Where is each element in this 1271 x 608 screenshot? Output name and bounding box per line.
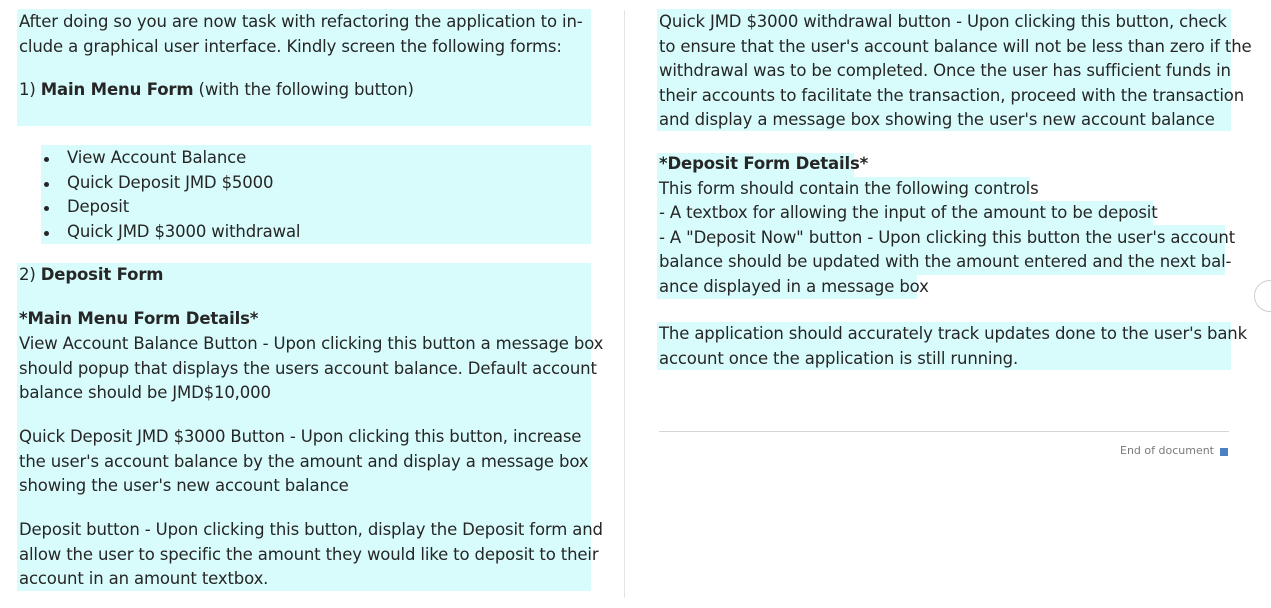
para-track-line-1: The application should accurately track updates done to the user's bank [659, 324, 1248, 343]
para-deposit-line-2: allow the user to specific the amount they would like to deposit to their [19, 544, 599, 564]
deposit-line-2: - A textbox for allowing the input of the amount to be deposit [659, 203, 1158, 223]
item-main-menu-form [19, 78, 414, 103]
item-suffix: (with the following button) [193, 80, 414, 99]
main-menu-details-heading [19, 307, 258, 332]
deposit-line-1: This form should contain the following controls [659, 178, 1039, 198]
intro-line-1: After doing so you are now task with refactoring the application to in- [19, 12, 583, 31]
para-view-line-1: View Account Balance Button - Upon clicking this button a message box [19, 334, 604, 353]
item-deposit-form [19, 263, 163, 288]
list-item: Deposit [41, 195, 300, 220]
item-number: 2) [19, 265, 41, 284]
end-of-document-label: End of document [1120, 444, 1214, 457]
para-withdraw-line-5: and display a message box showing the user's new account balance [659, 110, 1215, 130]
para-view-line-3: balance should be JMD$10,000 [19, 383, 271, 403]
left-page [0, 0, 624, 608]
para-deposit-line-3: account in an amount textbox. [19, 569, 269, 589]
deposit-details-heading [659, 152, 868, 177]
heading-text: *Main Menu Form Details* [19, 309, 259, 328]
item-title: Main Menu Form [40, 80, 194, 99]
para-deposit-line-1: Deposit button - Upon clicking this button, display the Deposit form and [19, 520, 603, 539]
para-withdraw-line-4: their accounts to facilitate the transaction, proceed with the transaction [659, 85, 1245, 105]
end-of-document-marker [1220, 448, 1228, 456]
deposit-line-4: balance should be updated with the amount entered and the next bal- [659, 252, 1232, 272]
button-list [41, 146, 300, 244]
deposit-line-5: ance displayed in a message box [659, 277, 929, 296]
heading-text: *Deposit Form Details* [659, 154, 869, 173]
deposit-line-3: - A "Deposit Now" button - Upon clicking this button the user's account [659, 227, 1236, 247]
para-track-line-2: account once the application is still running. [659, 348, 1019, 368]
para-view-line-2: should popup that displays the users account balance. Default account [19, 358, 597, 378]
intro-line-2: clude a graphical user interface. Kindly screen the following forms: [19, 36, 562, 56]
list-item: Quick JMD $3000 withdrawal [41, 220, 300, 245]
item-number: 1) [19, 80, 41, 99]
list-item: View Account Balance [41, 146, 300, 171]
para-quick-line-1: Quick Deposit JMD $3000 Button - Upon clicking this button, increase [19, 427, 582, 446]
para-withdraw-line-3: withdrawal was to be completed. Once the user has sufficient funds in [659, 61, 1231, 81]
list-item: Quick Deposit JMD $5000 [41, 171, 300, 196]
para-quick-line-2: the user's account balance by the amount and display a message box [19, 451, 589, 471]
para-quick-line-3: showing the user's new account balance [19, 476, 349, 496]
end-rule [659, 431, 1229, 432]
para-withdraw-line-1: Quick JMD $3000 withdrawal button - Upon clicking this button, check [659, 12, 1227, 31]
item-title: Deposit Form [40, 265, 164, 284]
para-withdraw-line-2: to ensure that the user's account balance will not be less than zero if the [659, 36, 1252, 56]
